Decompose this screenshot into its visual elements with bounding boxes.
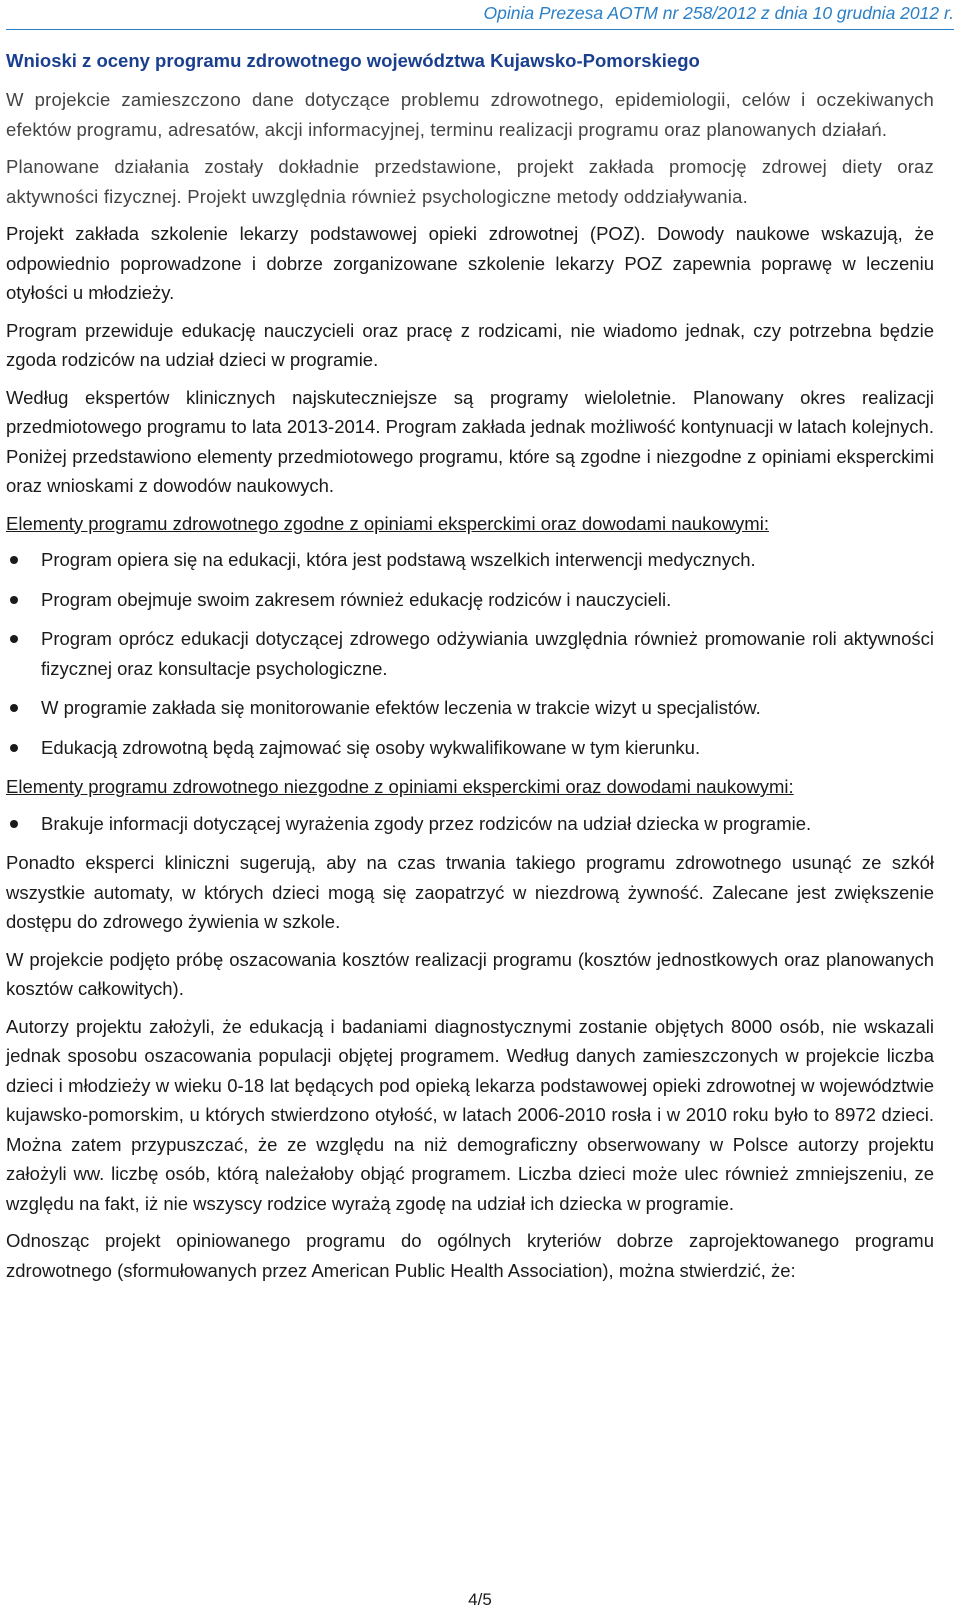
bullet-icon: [10, 704, 18, 712]
consistent-elements-list: [6, 545, 934, 762]
list-item: W programie zakłada się monitorowanie efektów leczenia w trakcie wizyt u specjalistów.: [6, 693, 934, 723]
list-item: Program opiera się na edukacji, która jest podstawą wszelkich interwencji medycznych.: [6, 545, 934, 575]
paragraph-poz-training: Projekt zakłada szkolenie lekarzy podstawowej opieki zdrowotnej (POZ). Dowody naukowe wskazują, że odpowiednio poprowadzone i dobrze zorganizowane szkolenie lekarzy POZ zapewnia poprawę w leczeniu otyłości u młodzieży.: [6, 223, 934, 303]
bullet-icon: [10, 635, 18, 643]
paragraph-teacher-education: Program przewiduje edukację nauczycieli oraz pracę z rodzicami, nie wiadomo jednak, czy potrzebna będzie zgoda rodziców na udział dzieci w programie.: [6, 319, 934, 370]
consistent-elements-heading: Elementy programu zdrowotnego zgodne z opiniami eksperckimi oraz dowodami naukowymi:: [6, 512, 769, 534]
inconsistent-elements-heading: Elementy programu zdrowotnego niezgodne z opiniami eksperckimi oraz dowodami naukowymi:: [6, 776, 794, 797]
running-header: Opinia Prezesa AOTM nr 258/2012 z dnia 10 grudnia 2012 r.: [6, 0, 954, 30]
inconsistent-elements-list: [6, 809, 934, 839]
paragraph-project-contents: W projekcie zamieszczono dane dotyczące problemu zdrowotnego, epidemiologii, celów i oczekiwanych efektów programu, adresatów, akcji informacyjnej, terminu realizacji programu oraz planowanych działań.: [6, 89, 934, 140]
paragraph-planned-actions: Planowane działania zostały dokładnie przedstawione, projekt zakłada promocję zdrowej diety oraz aktywności fizycznej. Projekt uwzględnia również psychologiczne metody oddziaływania.: [6, 156, 934, 207]
list-item: Program oprócz edukacji dotyczącej zdrowego odżywiania uwzględnia również promowanie roli aktywności fizycznej oraz konsultacje psychologiczne.: [6, 624, 934, 683]
bullet-icon: [10, 744, 18, 752]
paragraph-apha-criteria: Odnosząc projekt opiniowanego programu do ogólnych kryteriów dobrze zaprojektowanego programu zdrowotnego (sformułowanych przez American Public Health Association), można stwierdzić, że:: [6, 1230, 934, 1281]
bullet-icon: [10, 556, 18, 564]
section-heading: Wnioski z oceny programu zdrowotnego województwa Kujawsko-Pomorskiego: [6, 50, 700, 71]
page-number: 4/5: [468, 1590, 492, 1609]
bullet-icon: [10, 596, 18, 604]
paragraph-multiyear-programs: Według ekspertów klinicznych najskuteczniejsze są programy wieloletnie. Planowany okres realizacji przedmiotowego programu to lata 2013-2014. Program zakłada jednak możliwość kontynuacji w latach kolejnych. Poniżej przedstawiono elementy przedmiotowego programu, które są zgodne i niezgodne z opiniami eksperckimi oraz wnioskami z dowodów naukowych.: [6, 386, 934, 496]
bullet-icon: [10, 820, 18, 828]
paragraph-vending-machines: Ponadto eksperci kliniczni sugerują, aby na czas trwania takiego programu zdrowotnego usunąć ze szkół wszystkie automaty, w których dzieci mogą się zaopatrzyć w niezdrową żywność. Zalecane jest zwiększenie dostępu do zdrowego żywienia w szkole.: [6, 852, 934, 932]
paragraph-cost-estimate: W projekcie podjęto próbę oszacowania kosztów realizacji programu (kosztów jednostkowych oraz planowanych kosztów całkowitych).: [6, 948, 934, 999]
list-item: Edukacją zdrowotną będą zajmować się osoby wykwalifikowane w tym kierunku.: [6, 733, 934, 763]
paragraph-population-estimate: Autorzy projektu założyli, że edukacją i badaniami diagnostycznymi zostanie objętych 8000 osób, nie wskazali jednak sposobu oszacowania populacji objętej programem. Według danych zamieszczonych w projekcie liczba dzieci i młodzieży w wieku 0-18 lat będących pod opieką lekarza podstawowej opieki zdrowotnej w województwie kujawsko-pomorskim, u których stwierdzono otyłość, w latach 2006-2010 rosła i w 2010 roku było to 8972 dzieci. Można zatem przypuszczać, że ze względu na niż demograficzny obserwowany w Polsce autorzy projektu założyli ww. liczbę osób, którą należałoby objąć programem. Liczba dzieci może ulec również zmniejszeniu, ze względu na fakt, iż nie wszyscy rodzice wyrażą zgodę na udział ich dziecka w programie.: [6, 1015, 934, 1214]
list-item: Program obejmuje swoim zakresem również edukację rodziców i nauczycieli.: [6, 585, 934, 615]
list-item: Brakuje informacji dotyczącej wyrażenia zgody przez rodziców na udział dziecka w programie.: [6, 809, 934, 839]
